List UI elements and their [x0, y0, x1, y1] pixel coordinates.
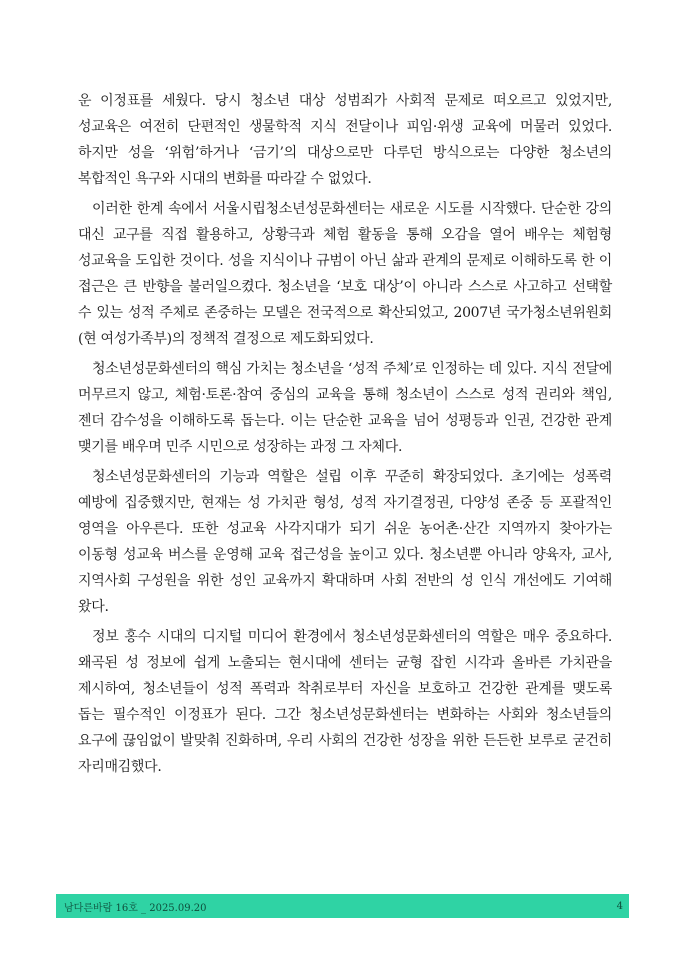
page-number: 4 [616, 900, 623, 912]
paragraph-4: 청소년성문화센터의 기능과 역할은 설립 이후 꾸준히 확장되었다. 초기에는 성폭력 예방에 집중했지만, 현재는 성 가치관 형성, 성적 자기결정권, 다양성 존중 등 포괄적인 영역을 아우른다. 또한 성교육 사각지대가 되기 쉬운 농어촌·산간 지역까지 찾아가는 이동형 성교육 버스를 운영해 교육 접근성을 높이고 있다. 청소년뿐 아니라 양육자, 교사, 지역사회 구성원을 위한 성인 교육까지 확대하며 사회 전반의 성 인식 개선에도 기여해 왔다. [78, 469, 612, 615]
paragraph-1: 운 이정표를 세웠다. 당시 청소년 대상 성범죄가 사회적 문제로 떠오르고 있었지만, 성교육은 여전히 단편적인 생물학적 지식 전달이나 피임·위생 교육에 머물러 있었다. 하지만 성을 ‘위험’하거나 ‘금기’의 대상으로만 다루던 방식으로는 다양한 청소년의 복합적인 욕구와 시대의 변화를 따라갈 수 없었다. [78, 93, 612, 187]
article-body [78, 88, 612, 784]
paragraph-5: 정보 홍수 시대의 디지털 미디어 환경에서 청소년성문화센터의 역할은 매우 중요하다. 왜곡된 성 정보에 쉽게 노출되는 현시대에 센터는 균형 잡힌 시각과 올바른 가치관을 제시하여, 청소년들이 성적 폭력과 착취로부터 자신을 보호하고 건강한 관계를 맺도록 돕는 필수적인 이정표가 된다. 그간 청소년성문화센터는 변화하는 사회와 청소년들의 요구에 끊임없이 발맞춰 진화하며, 우리 사회의 건강한 성장을 위한 든든한 보루로 굳건히 자리매김했다. [78, 629, 612, 775]
paragraph-3: 청소년성문화센터의 핵심 가치는 청소년을 ‘성적 주체’로 인정하는 데 있다. 지식 전달에 머무르지 않고, 체험·토론·참여 중심의 교육을 통해 청소년이 스스로 성적 권리와 책임, 젠더 감수성을 이해하도록 돕는다. 이는 단순한 교육을 넘어 성평등과 인권, 건강한 관계 맺기를 배우며 민주 시민으로 성장하는 과정 그 자체다. [78, 361, 612, 455]
paragraph-2: 이러한 한계 속에서 서울시립청소년성문화센터는 새로운 시도를 시작했다. 단순한 강의 대신 교구를 직접 활용하고, 상황극과 체험 활동을 통해 오감을 열어 배우는 체험형 성교육을 도입한 것이다. 성을 지식이나 규범이 아닌 삶과 관계의 문제로 이해하도록 한 이 접근은 큰 반향을 불러일으켰다. 청소년을 ‘보호 대상’이 아니라 스스로 사고하고 선택할 수 있는 성적 주체로 존중하는 모델은 전국적으로 확산되었고, 2007년 국가청소년위원회(현 여성가족부)의 정책적 결정으로 제도화되었다. [78, 201, 612, 347]
footer-bar [56, 894, 629, 918]
footer-publication: 남다른바람 16호 _ 2025.09.20 [64, 902, 207, 914]
